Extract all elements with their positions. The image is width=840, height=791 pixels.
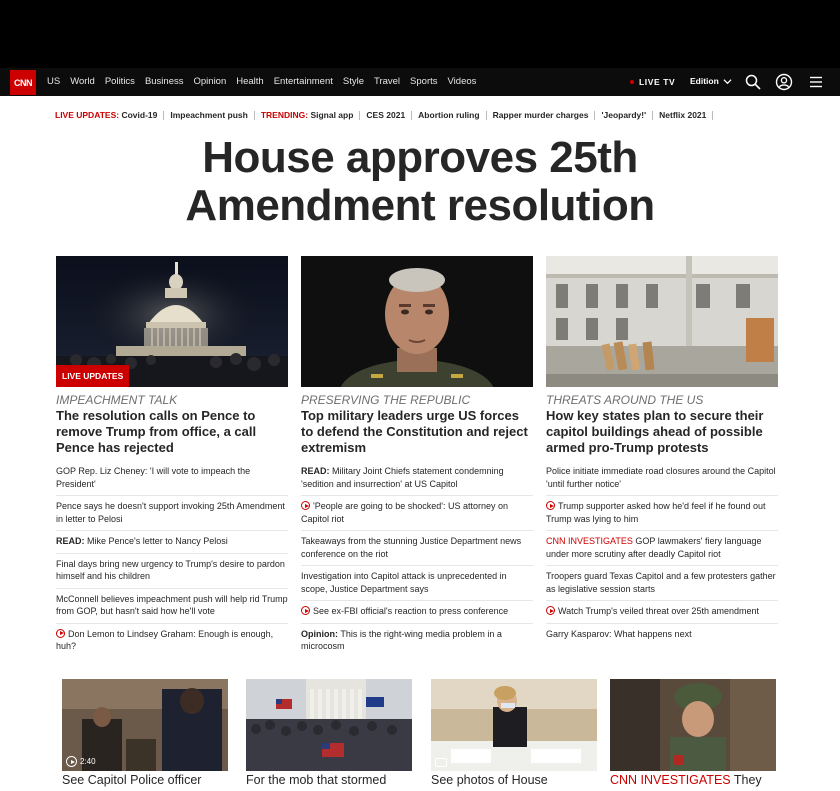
trending-item-covid[interactable]: Covid-19 <box>121 110 158 120</box>
nav-link-videos[interactable]: Videos <box>447 76 477 87</box>
story-title[interactable]: The resolution calls on Pence to remove Trump from office, a call Pence has rejected <box>56 408 257 455</box>
play-icon <box>301 501 310 510</box>
list-item[interactable]: Don Lemon to Lindsey Graham: Enough is enough, huh? <box>56 623 288 658</box>
headline-line-1: House approves 25th <box>202 133 638 182</box>
user-account-icon[interactable] <box>775 73 793 91</box>
trending-item-abortion[interactable]: Abortion ruling <box>418 110 480 120</box>
list-item[interactable]: Final days bring new urgency to Trump's desire to pardon himself and his children <box>56 553 288 588</box>
nav-link-travel[interactable]: Travel <box>374 76 401 87</box>
related-links <box>56 465 288 658</box>
chevron-down-icon <box>723 77 732 86</box>
divider <box>163 111 164 120</box>
divider <box>254 111 255 120</box>
nav-link-entertainment[interactable]: Entertainment <box>273 76 333 87</box>
nav-links <box>47 76 476 87</box>
cnn-logo[interactable]: CNN <box>10 70 36 95</box>
card-caption[interactable]: CNN INVESTIGATES They <box>610 773 762 787</box>
trending-label: TRENDING: <box>260 110 309 120</box>
nav-link-politics[interactable]: Politics <box>104 76 135 87</box>
story-kicker[interactable]: IMPEACHMENT TALK <box>56 393 178 407</box>
divider <box>712 111 713 120</box>
live-tv-link[interactable] <box>630 77 675 87</box>
card-caption[interactable]: See photos of House <box>431 773 548 787</box>
list-item[interactable]: Watch Trump's veiled threat over 25th amendment <box>546 600 778 623</box>
list-item[interactable]: Investigation into Capitol attack is unprecedented in scope, Justice Department says <box>301 565 533 600</box>
general-portrait-image[interactable] <box>301 256 533 387</box>
edition-label: Edition <box>690 76 719 86</box>
bottom-card[interactable] <box>246 679 412 787</box>
state-capitol-image[interactable] <box>546 256 778 387</box>
list-item[interactable]: McConnell believes impeachment push will help rid Trump from GOP, but hasn't said how he'll vote <box>56 588 288 623</box>
search-icon[interactable] <box>744 73 762 91</box>
divider <box>359 111 360 120</box>
video-thumbnail[interactable] <box>62 679 228 771</box>
live-updates-tag[interactable]: LIVE UPDATES <box>56 365 129 387</box>
bottom-card[interactable] <box>431 679 597 787</box>
story-kicker[interactable]: THREATS AROUND THE US <box>546 393 704 407</box>
list-item[interactable]: Pence says he doesn't support invoking 25th Amendment in letter to Pelosi <box>56 495 288 530</box>
card-caption[interactable]: For the mob that stormed <box>246 773 387 787</box>
nav-link-style[interactable]: Style <box>342 76 364 87</box>
photo-thumbnail[interactable] <box>610 679 776 771</box>
trending-item-impeachment[interactable]: Impeachment push <box>170 110 248 120</box>
divider <box>652 111 653 120</box>
headline-line-2: Amendment resolution <box>185 181 655 230</box>
list-item[interactable]: READ: Mike Pence's letter to Nancy Pelosi <box>56 530 288 553</box>
nav-link-world[interactable]: World <box>70 76 95 87</box>
mob-at-capitol-photo <box>246 679 412 771</box>
story-kicker[interactable]: PRESERVING THE REPUBLIC <box>301 393 471 407</box>
play-icon <box>56 629 65 638</box>
browser-top-area <box>0 0 840 68</box>
list-item[interactable]: Garry Kasparov: What happens next <box>546 623 778 646</box>
play-icon <box>546 501 555 510</box>
list-item[interactable]: 'People are going to be shocked': US attorney on Capitol riot <box>301 495 533 530</box>
nav-link-opinion[interactable]: Opinion <box>193 76 227 87</box>
photo-thumbnail[interactable] <box>246 679 412 771</box>
story-column-threats <box>546 256 778 645</box>
list-item[interactable]: Police initiate immediate road closures around the Capitol 'until further notice' <box>546 466 776 489</box>
trending-item-netflix[interactable]: Netflix 2021 <box>659 110 707 120</box>
nav-link-health[interactable]: Health <box>236 76 264 87</box>
list-item[interactable]: READ: Military Joint Chiefs statement condemning 'sedition and insurrection' at US Capitol <box>301 466 504 489</box>
story-column-military <box>301 256 533 658</box>
trending-item-ces[interactable]: CES 2021 <box>366 110 406 120</box>
bottom-card[interactable] <box>62 679 228 787</box>
house-session-photo <box>431 679 597 771</box>
list-item[interactable]: GOP Rep. Liz Cheney: 'I will vote to impeach the President' <box>56 466 251 489</box>
play-icon <box>301 606 310 615</box>
live-dot-icon <box>630 80 634 84</box>
trending-bar <box>55 110 719 120</box>
video-duration: 2:40 <box>66 756 96 767</box>
bottom-card[interactable] <box>610 679 776 787</box>
play-icon <box>546 606 555 615</box>
trending-item-signal[interactable]: Signal app <box>310 110 354 120</box>
story-column-impeachment <box>56 256 288 658</box>
divider <box>594 111 595 120</box>
hamburger-menu-icon[interactable] <box>807 73 825 91</box>
list-item[interactable]: Trump supporter asked how he'd feel if he found out Trump was lying to him <box>546 495 778 530</box>
related-links <box>301 465 533 658</box>
list-item[interactable]: Opinion: This is the right-wing media problem in a microcosm <box>301 623 533 658</box>
trending-item-jeopardy[interactable]: 'Jeopardy!' <box>601 110 647 120</box>
photo-thumbnail[interactable] <box>431 679 597 771</box>
related-links <box>546 465 778 645</box>
list-item[interactable]: CNN INVESTIGATES GOP lawmakers' fiery language under more scrutiny after deadly Capitol riot <box>546 530 778 565</box>
edition-menu[interactable] <box>690 76 732 86</box>
nav-link-sports[interactable]: Sports <box>410 76 438 87</box>
trending-item-rapper[interactable]: Rapper murder charges <box>492 110 589 120</box>
story-title[interactable]: Top military leaders urge US forces to defend the Constitution and reject extremism <box>301 408 528 455</box>
helmeted-man-photo <box>610 679 776 771</box>
divider <box>411 111 412 120</box>
play-circle-icon <box>66 756 77 767</box>
live-tv-label: LIVE TV <box>639 77 676 87</box>
list-item[interactable]: Troopers guard Texas Capitol and a few protesters gather as legislative session starts <box>546 565 778 600</box>
list-item[interactable]: Takeaways from the stunning Justice Department news conference on the riot <box>301 530 533 565</box>
live-updates-label: LIVE UPDATES: <box>55 110 120 120</box>
card-caption[interactable]: See Capitol Police officer <box>62 773 202 787</box>
list-item[interactable]: See ex-FBI official's reaction to press conference <box>301 600 533 623</box>
main-headline[interactable] <box>0 134 840 230</box>
nav-link-business[interactable]: Business <box>144 76 184 87</box>
capitol-night-image[interactable] <box>56 256 288 387</box>
nav-link-us[interactable]: US <box>47 76 61 87</box>
camera-icon <box>435 758 447 767</box>
boarded-building-photo <box>546 256 778 387</box>
military-general-photo <box>301 256 533 387</box>
story-title[interactable]: How key states plan to secure their capitol buildings ahead of possible armed pro-Trump protests <box>546 408 764 455</box>
divider <box>486 111 487 120</box>
